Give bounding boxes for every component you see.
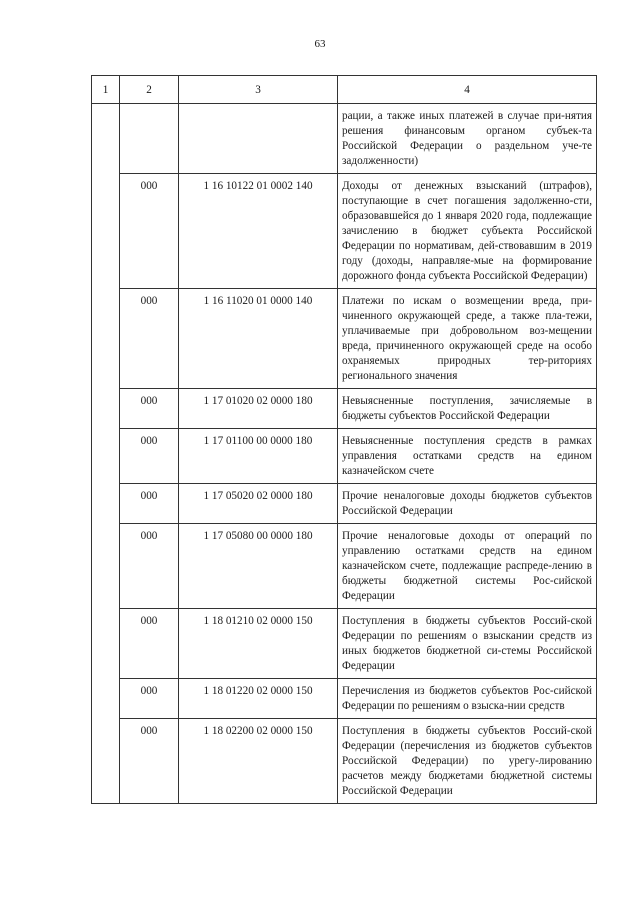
kbk-code-cell: 1 18 02200 02 0000 150	[179, 719, 338, 804]
kbk-code-cell: 1 17 01020 02 0000 180	[179, 389, 338, 429]
description-cell: Перечисления из бюджетов субъектов Рос-сийской Федерации по решениям о взыска-нии средств	[338, 679, 597, 719]
table-row	[92, 389, 597, 429]
table-row	[92, 174, 597, 289]
admin-code-cell: 000	[120, 429, 179, 484]
table-row	[92, 719, 597, 804]
table-row	[92, 104, 597, 174]
row-number-cell	[92, 104, 120, 804]
table-row	[92, 289, 597, 389]
kbk-code-cell: 1 18 01220 02 0000 150	[179, 679, 338, 719]
kbk-code-cell: 1 16 11020 01 0000 140	[179, 289, 338, 389]
description-cell: Прочие неналоговые доходы от операций по управлению остатками средств на едином казначейском счете, подлежащие распреде-лению в бюджеты бюджетной системы Рос-сийской Федерации	[338, 524, 597, 609]
table-row	[92, 429, 597, 484]
header-col-4: 4	[338, 76, 597, 104]
header-col-3: 3	[179, 76, 338, 104]
table-header-row	[92, 76, 597, 104]
admin-code-cell: 000	[120, 484, 179, 524]
budget-classification-table	[91, 75, 597, 804]
table-row	[92, 484, 597, 524]
admin-code-cell: 000	[120, 174, 179, 289]
admin-code-cell: 000	[120, 289, 179, 389]
header-col-2: 2	[120, 76, 179, 104]
kbk-code-cell: 1 17 01100 00 0000 180	[179, 429, 338, 484]
description-cell: Прочие неналоговые доходы бюджетов субъектов Российской Федерации	[338, 484, 597, 524]
description-cell: Платежи по искам о возмещении вреда, при-чиненного окружающей среде, а также пла-тежи, уплачиваемые при добровольном воз-мещении вреда, причиненного окружающей среде на особо охраняемых природных тер-риториях регионального значения	[338, 289, 597, 389]
table-row	[92, 679, 597, 719]
kbk-code-cell	[179, 104, 338, 174]
description-cell: Поступления в бюджеты субъектов Россий-ской Федерации (перечисления из бюджетов субъектов Российской Федерации) по урегу-лированию расчетов между бюджетами бюджетной системы Российской Федерации	[338, 719, 597, 804]
description-cell: Доходы от денежных взысканий (штрафов), поступающие в счет погашения задолженно-сти, образовавшейся до 1 января 2020 года, подлежащие зачислению в бюджет субъекта Российской Федерации по нормативам, дей-ствовавшим в 2019 году (доходы, направляе-мые на формирование дорожного фонда субъекта Российской Федерации)	[338, 174, 597, 289]
admin-code-cell	[120, 104, 179, 174]
kbk-code-cell: 1 16 10122 01 0002 140	[179, 174, 338, 289]
admin-code-cell: 000	[120, 609, 179, 679]
table-row	[92, 524, 597, 609]
description-cell: рации, а также иных платежей в случае при-нятия решения финансовым органом субъек-та Российской Федерации о раздельном уче-те задолженности)	[338, 104, 597, 174]
description-cell: Невыясненные поступления, зачисляемые в бюджеты субъектов Российской Федерации	[338, 389, 597, 429]
kbk-code-cell: 1 17 05080 00 0000 180	[179, 524, 338, 609]
header-col-1: 1	[92, 76, 120, 104]
page-number: 63	[314, 38, 326, 50]
table-row	[92, 609, 597, 679]
description-cell: Поступления в бюджеты субъектов Россий-ской Федерации по решениям о взыскании средств из иных бюджетов бюджетной си-стемы Российской Федерации	[338, 609, 597, 679]
admin-code-cell: 000	[120, 719, 179, 804]
description-cell: Невыясненные поступления средств в рамках управления остатками средств на едином казначейском счете	[338, 429, 597, 484]
admin-code-cell: 000	[120, 389, 179, 429]
admin-code-cell: 000	[120, 524, 179, 609]
admin-code-cell: 000	[120, 679, 179, 719]
kbk-code-cell: 1 17 05020 02 0000 180	[179, 484, 338, 524]
kbk-code-cell: 1 18 01210 02 0000 150	[179, 609, 338, 679]
